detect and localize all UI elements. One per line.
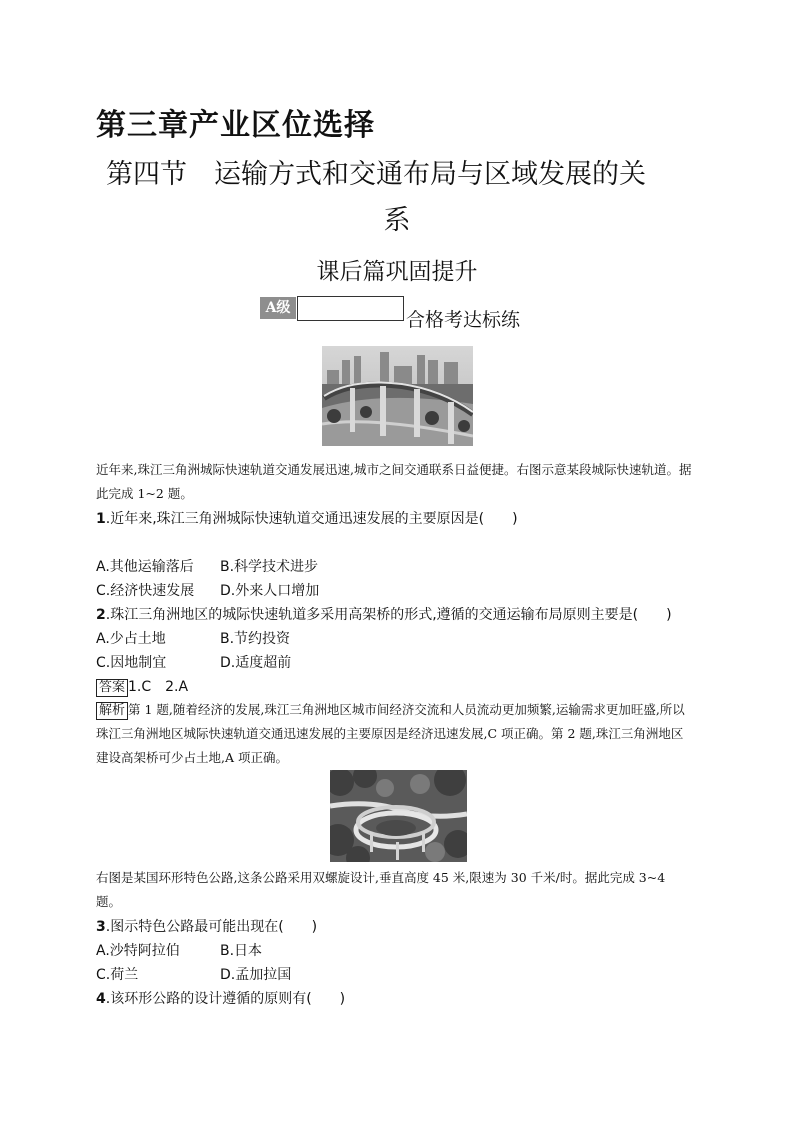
option-3b: B.日本 (220, 943, 263, 959)
intro-text-1: 近年来,珠江三角洲城际快速轨道交通发展迅速,城市之间交通联系日益便捷。右图示意某段城际快速轨道。据此完成 1~2 题。 (96, 462, 692, 501)
question-text: .珠江三角洲地区的城际快速轨道多采用高架桥的形式,遵循的交通运输布局原则主要是( ) (105, 607, 672, 623)
elevated-rail-photo (322, 346, 473, 446)
option-3a: A.沙特阿拉伯 (96, 943, 180, 959)
option-2a: A.少占土地 (96, 631, 166, 647)
chapter-title: 第三章产业区位选择 (96, 108, 375, 143)
question-number: 3 (96, 919, 106, 935)
level-blank-box (297, 296, 404, 321)
question-number: 1 (96, 511, 106, 527)
question-number: 2 (96, 607, 106, 623)
question-text: .近年来,珠江三角洲城际快速轨道交通迅速发展的主要原因是( ) (105, 511, 518, 527)
option-1d: D.外来人口增加 (220, 583, 320, 599)
answer-line (96, 676, 188, 697)
analysis-block (96, 698, 692, 770)
intro-text-2: 右图是某国环形特色公路,这条公路采用双螺旋设计,垂直高度 45 米,限速为 30 千米/时。据此完成 3~4 题。 (96, 870, 666, 909)
section-title: 第四节 运输方式和交通布局与区域发展的关 (106, 159, 646, 190)
question-4 (96, 988, 345, 1008)
option-2d: D.适度超前 (220, 655, 292, 671)
section-title-continued: 系 (383, 205, 411, 236)
analysis-tag: 解析 (96, 702, 128, 720)
answer-text: 1.C 2.A (128, 679, 189, 695)
option-3c: C.荷兰 (96, 967, 139, 983)
option-2c: C.因地制宜 (96, 655, 167, 671)
spiral-road-photo (330, 770, 467, 862)
option-1c: C.经济快速发展 (96, 583, 195, 599)
question-1 (96, 508, 518, 528)
option-2b: B.节约投资 (220, 631, 291, 647)
level-badge: A级 (260, 297, 296, 319)
question-2 (96, 604, 672, 624)
level-label: 合格考达标练 (406, 309, 521, 331)
option-3d: D.孟加拉国 (220, 967, 292, 983)
option-1a: A.其他运输落后 (96, 559, 194, 575)
analysis-text: 第 1 题,随着经济的发展,珠江三角洲地区城市间经济交流和人员流动更加频繁,运输需求更加旺盛,所以珠江三角洲地区城际快速轨道交通迅速发展的主要原因是经济迅速发展,C 项正确。第 2 题,珠江三角洲地区建设高架桥可少占土地,A 项正确。 (96, 702, 685, 765)
question-3 (96, 916, 317, 936)
question-text: .该环形公路的设计遵循的原则有( ) (105, 991, 346, 1007)
question-number: 4 (96, 991, 106, 1007)
subtitle: 课后篇巩固提升 (316, 259, 478, 285)
option-1b: B.科学技术进步 (220, 559, 319, 575)
answer-tag: 答案 (96, 679, 128, 697)
question-text: .图示特色公路最可能出现在( ) (105, 919, 318, 935)
